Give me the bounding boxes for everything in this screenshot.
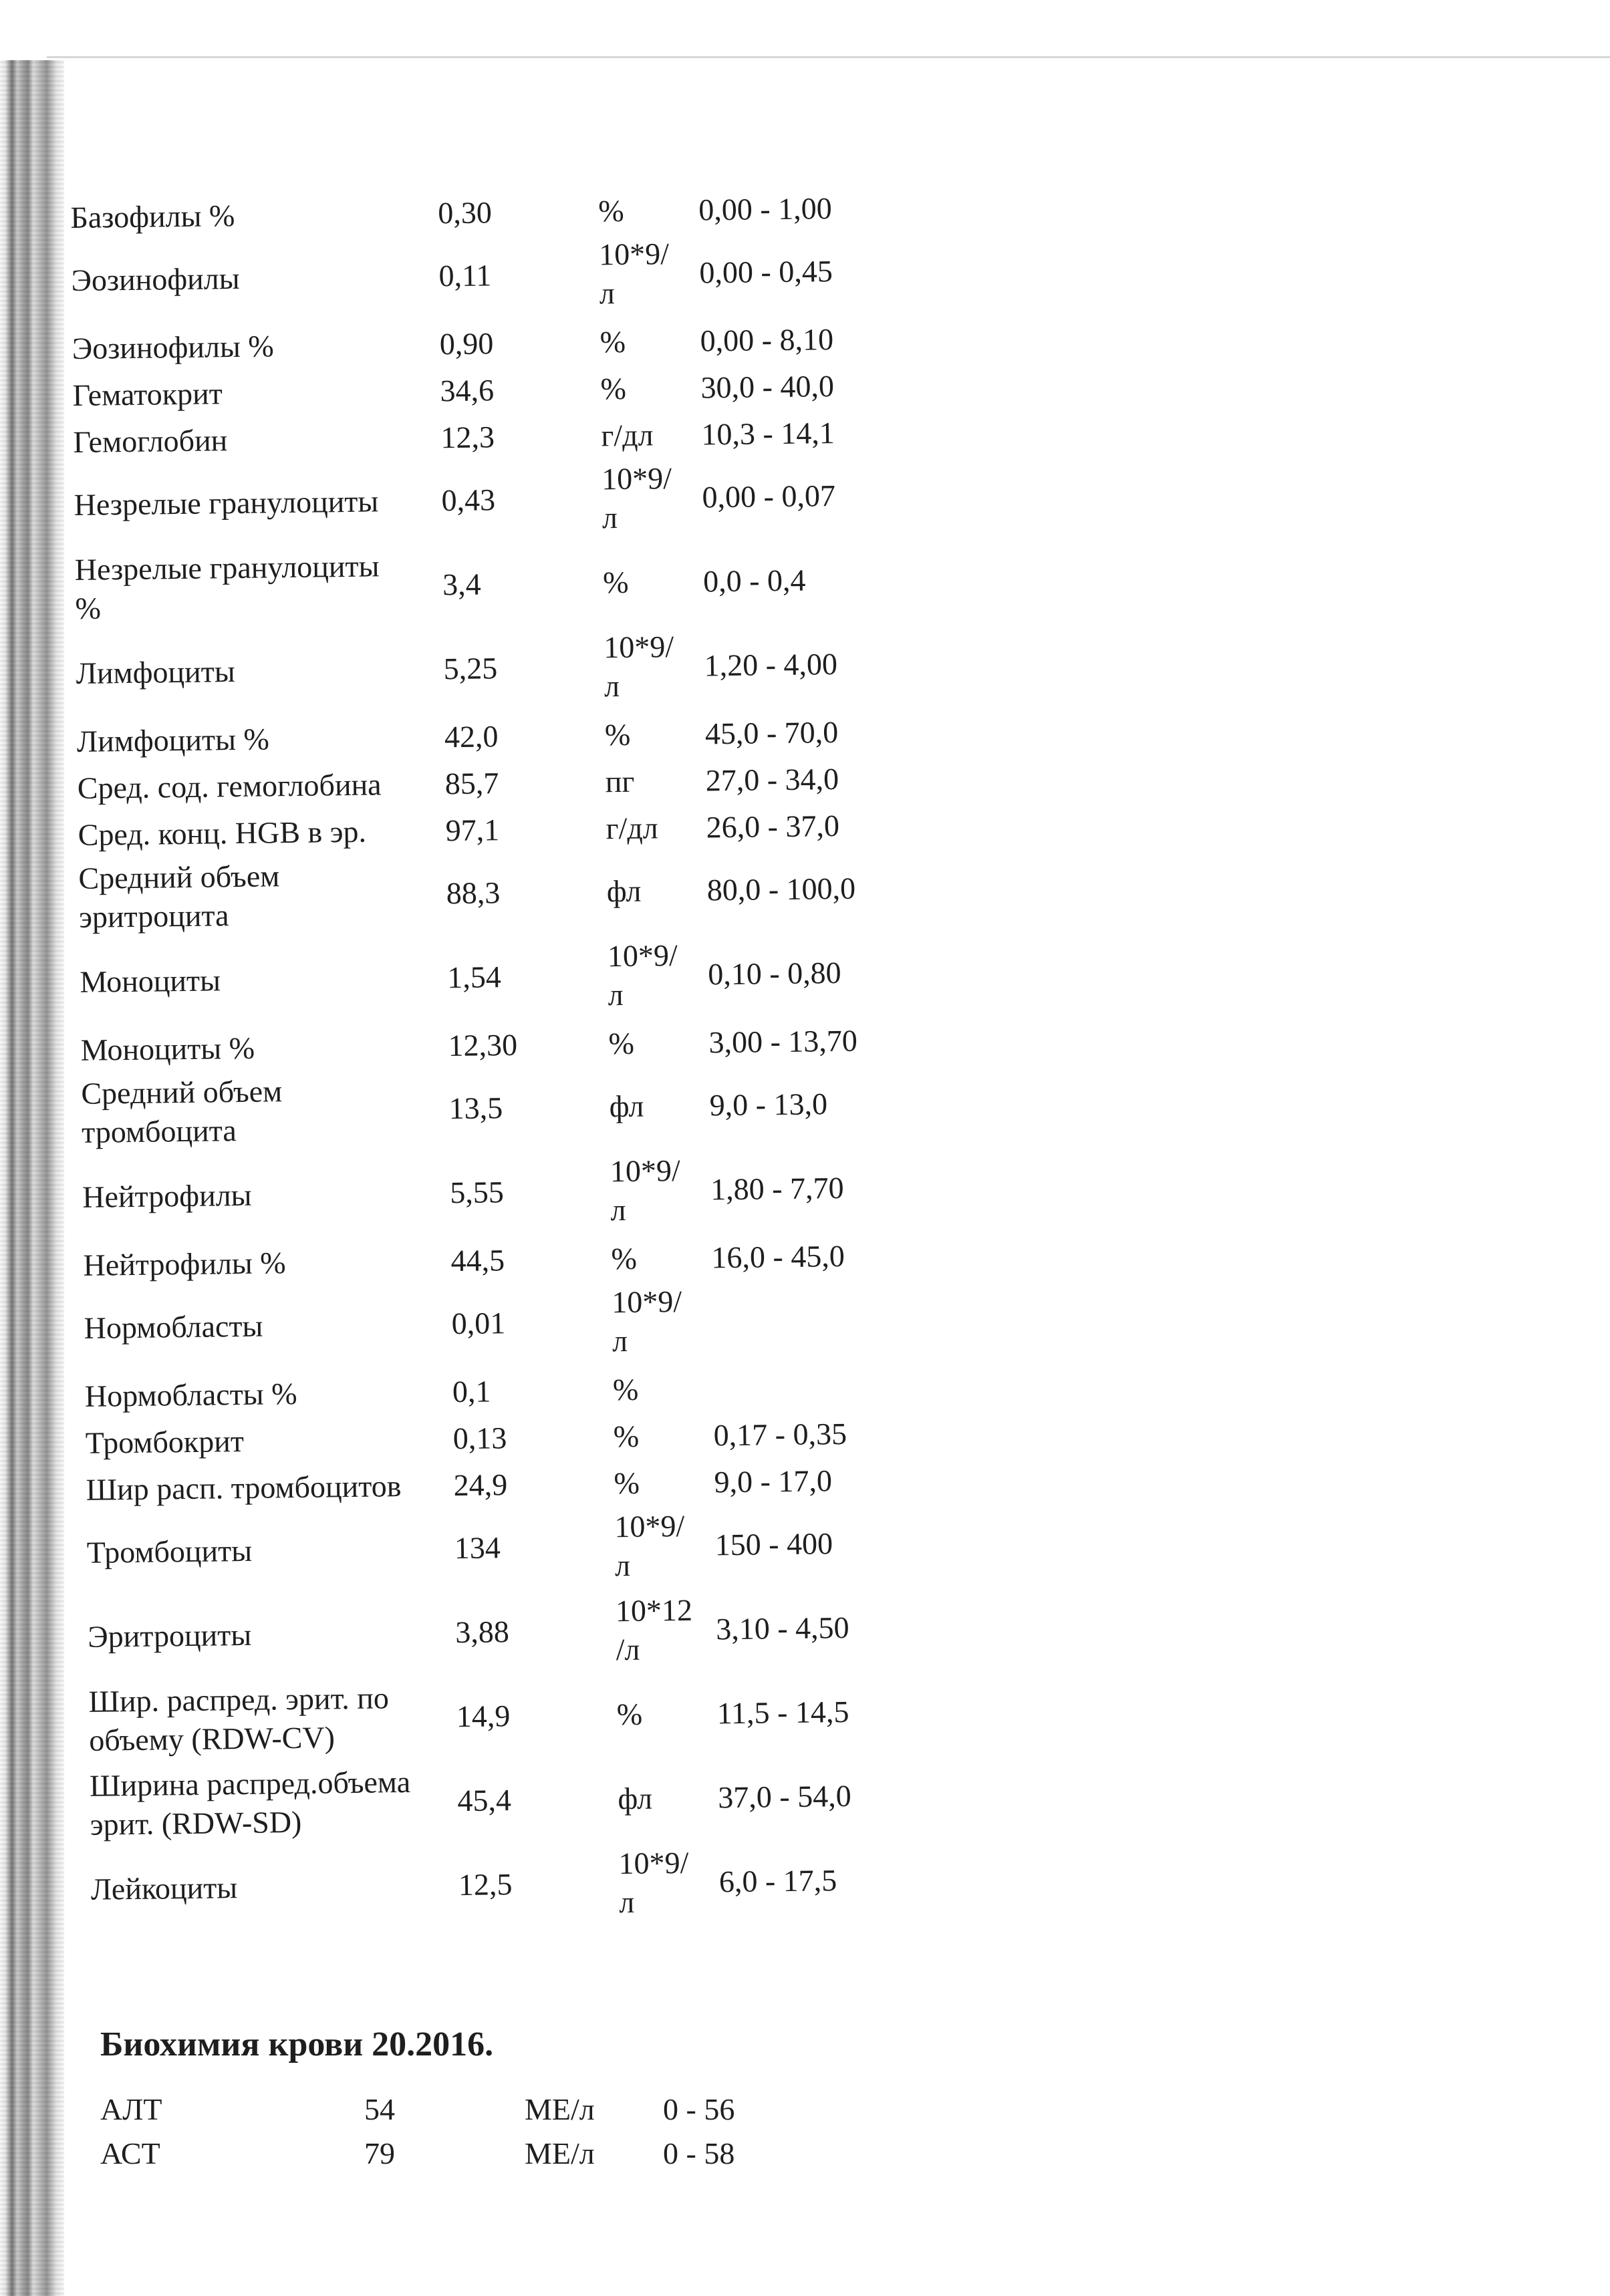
result-reference: 26,0 - 37,0: [706, 809, 840, 845]
result-name: Ширина распред.объема эрит. (RDW-SD): [89, 1764, 411, 1842]
result-unit: 10*9/ л: [603, 629, 674, 704]
result-row: [82, 1149, 912, 1236]
result-row: [72, 363, 902, 418]
result-value: 14,9: [456, 1699, 511, 1734]
result-row: [81, 1064, 910, 1152]
result-name: Моноциты %: [80, 1030, 255, 1067]
result-unit: 10*9/ л: [610, 1153, 680, 1228]
result-reference: 0,10 - 0,80: [708, 955, 841, 992]
result-reference: 1,80 - 7,70: [710, 1170, 844, 1207]
result-unit: %: [602, 565, 629, 600]
result-row: [70, 185, 900, 241]
result-name: Базофилы %: [70, 198, 235, 235]
result-name: Сред. конц. HGB в эр.: [78, 814, 367, 852]
result-unit: 10*12 /л: [615, 1592, 693, 1667]
result-reference: 16,0 - 45,0: [711, 1238, 845, 1275]
result-value: 12,3: [440, 420, 495, 455]
result-row: [78, 849, 908, 937]
result-row: [80, 934, 909, 1021]
result-reference: 0,0 - 0,4: [702, 563, 806, 599]
result-name: Средний объем эритроцита: [78, 859, 280, 934]
result-reference: 9,0 - 13,0: [709, 1087, 828, 1123]
result-unit: %: [613, 1419, 640, 1454]
result-value: 42,0: [444, 719, 499, 754]
result-name: Эритроциты: [88, 1617, 252, 1654]
result-reference: 80,0 - 100,0: [706, 871, 856, 907]
result-name: Нормобласты: [84, 1308, 263, 1345]
result-row: [86, 1504, 916, 1592]
result-name: Незрелые гранулоциты %: [74, 549, 380, 625]
result-row: [86, 1457, 915, 1513]
result-unit: фл: [618, 1781, 653, 1816]
result-unit: %: [600, 371, 627, 406]
result-value: 0,90: [439, 326, 494, 362]
result-name: Лимфоциты: [76, 654, 236, 690]
result-unit: %: [604, 717, 631, 752]
result-unit: 10*9/ л: [611, 1284, 682, 1358]
result-unit: г/дл: [606, 811, 658, 846]
result-name: Шир. распред. эрит. по объему (RDW-CV): [88, 1681, 390, 1757]
result-value: 88,3: [446, 875, 501, 911]
result-value: 85,7: [444, 766, 499, 801]
result-unit: пг: [605, 764, 635, 799]
result-name: Тромбокрит: [85, 1423, 245, 1460]
biochem-unit: МЕ/л: [525, 2136, 595, 2170]
result-name: Тромбоциты: [86, 1533, 253, 1570]
result-row: [85, 1411, 914, 1466]
result-value: 12,5: [458, 1867, 513, 1902]
result-unit: г/дл: [601, 418, 654, 453]
result-row: [74, 541, 904, 628]
result-row: [90, 1841, 920, 1928]
result-reference: 9,0 - 17,0: [714, 1463, 833, 1499]
result-row: [77, 709, 906, 764]
result-row: [73, 410, 902, 465]
result-value: 13,5: [448, 1091, 503, 1126]
result-reference: 3,10 - 4,50: [715, 1610, 849, 1646]
result-value: 3,4: [442, 567, 481, 602]
result-value: 0,11: [438, 258, 492, 293]
result-unit: 10*9/ л: [607, 938, 678, 1012]
page-top-border: [47, 56, 1610, 58]
result-reference: 37,0 - 54,0: [718, 1778, 851, 1815]
result-value: 1,54: [447, 960, 502, 995]
result-name: Эозинофилы %: [72, 329, 274, 366]
result-value: 0,43: [441, 482, 496, 518]
result-name: Моноциты: [80, 963, 221, 999]
result-name: Лейкоциты: [90, 1870, 238, 1906]
result-name: Незрелые гранулоциты: [74, 484, 379, 522]
result-reference: 0,00 - 0,07: [702, 478, 836, 515]
result-value: 44,5: [450, 1243, 505, 1278]
result-name: Средний объем тромбоцита: [81, 1074, 283, 1149]
result-unit: фл: [609, 1089, 644, 1124]
result-reference: 0,00 - 1,00: [698, 191, 832, 227]
result-row: [88, 1673, 918, 1760]
result-value: 34,6: [440, 373, 495, 408]
biochem-ref: 0 - 56: [663, 2092, 735, 2126]
result-row: [83, 1233, 912, 1288]
biochem-unit: МЕ/л: [525, 2092, 595, 2126]
result-value: 0,01: [451, 1306, 506, 1341]
result-row: [90, 1757, 919, 1844]
result-value: 5,55: [449, 1175, 505, 1210]
result-value: 0,13: [452, 1421, 507, 1456]
result-unit: %: [616, 1697, 643, 1732]
biochem-title: Биохимия крови 20.2016.: [100, 2025, 494, 2063]
result-value: 3,88: [455, 1614, 510, 1650]
result-unit: 10*9/ л: [598, 237, 670, 311]
result-row: [74, 456, 903, 544]
biochem-value: 79: [364, 2136, 395, 2170]
result-unit: 10*9/ л: [614, 1508, 685, 1583]
result-value: 5,25: [443, 651, 498, 686]
result-reference: 0,17 - 0,35: [713, 1416, 847, 1453]
biochem-name: АЛТ: [100, 2092, 162, 2126]
result-row: [80, 1018, 910, 1073]
result-reference: 6,0 - 17,5: [718, 1863, 837, 1899]
scan-edge-shadow: [0, 60, 64, 2296]
result-name: Эозинофилы: [71, 261, 240, 297]
result-value: 0,30: [438, 195, 493, 231]
biochem-value: 54: [364, 2092, 395, 2126]
biochem-ref: 0 - 58: [663, 2136, 735, 2170]
result-name: Нейтрофилы %: [83, 1246, 286, 1282]
result-name: Нормобласты %: [84, 1376, 297, 1413]
result-reference: 1,20 - 4,00: [704, 647, 838, 683]
result-unit: фл: [606, 873, 642, 909]
result-row: [85, 1364, 914, 1419]
result-row: [78, 803, 907, 858]
result-reference: 150 - 400: [714, 1526, 833, 1562]
result-unit: 10*9/ л: [618, 1845, 689, 1920]
result-value: 97,1: [445, 813, 500, 848]
result-unit: 10*9/ л: [601, 461, 672, 535]
biochem-name: АСТ: [100, 2136, 160, 2170]
result-unit: %: [598, 193, 624, 229]
result-name: Нейтрофилы: [82, 1177, 252, 1214]
result-row: [84, 1280, 913, 1367]
result-unit: %: [599, 324, 626, 360]
result-value: 12,30: [448, 1027, 518, 1063]
result-row: [76, 625, 905, 712]
result-reference: 0,00 - 8,10: [700, 322, 834, 358]
result-name: Гемоглобин: [73, 423, 228, 459]
result-reference: 3,00 - 13,70: [708, 1023, 858, 1060]
result-row: [77, 756, 906, 811]
result-value: 134: [454, 1530, 501, 1566]
result-reference: 45,0 - 70,0: [704, 715, 839, 751]
result-reference: 27,0 - 34,0: [705, 762, 839, 798]
result-unit: %: [614, 1465, 640, 1501]
result-row: [71, 232, 900, 319]
result-unit: %: [611, 1241, 638, 1276]
result-unit: %: [608, 1026, 635, 1061]
result-reference: 11,5 - 14,5: [716, 1694, 849, 1731]
result-value: 0,1: [452, 1374, 491, 1409]
result-value: 45,4: [457, 1783, 512, 1818]
result-name: Лимфоциты %: [76, 722, 270, 758]
result-reference: 30,0 - 40,0: [700, 369, 835, 405]
result-row: [88, 1588, 917, 1676]
result-name: Сред. сод. гемоглобина: [77, 767, 382, 805]
result-reference: 10,3 - 14,1: [701, 416, 835, 452]
result-name: Шир расп. тромбоцитов: [86, 1469, 402, 1507]
result-name: Гематокрит: [72, 376, 223, 412]
result-reference: 0,00 - 0,45: [699, 254, 833, 290]
result-row: [72, 316, 901, 372]
result-value: 24,9: [453, 1467, 508, 1503]
result-unit: %: [612, 1372, 639, 1407]
